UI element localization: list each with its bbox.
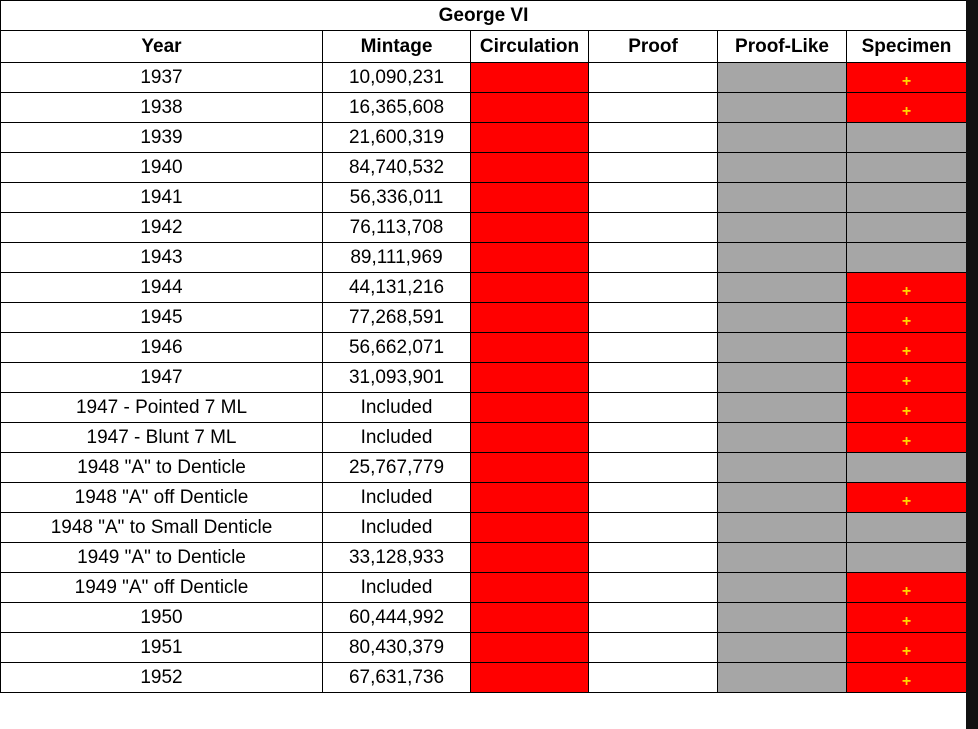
cell-year: 1949 "A" to Denticle bbox=[1, 543, 323, 573]
cell-specimen bbox=[847, 183, 967, 213]
plus-marker-icon: + bbox=[901, 492, 912, 510]
plus-marker-icon: + bbox=[901, 372, 912, 390]
cell-specimen bbox=[847, 603, 967, 633]
cell-mintage: 76,113,708 bbox=[323, 213, 471, 243]
cell-mintage: 84,740,532 bbox=[323, 153, 471, 183]
plus-marker-icon: + bbox=[901, 582, 912, 600]
cell-year: 1947 - Pointed 7 ML bbox=[1, 393, 323, 423]
cell-specimen bbox=[847, 333, 967, 363]
cell-proof bbox=[589, 303, 718, 333]
cell-circulation bbox=[471, 273, 589, 303]
cell-year: 1942 bbox=[1, 213, 323, 243]
cell-circulation bbox=[471, 513, 589, 543]
table-row bbox=[1, 93, 967, 123]
cell-year: 1952 bbox=[1, 663, 323, 693]
cell-proof bbox=[589, 123, 718, 153]
cell-proof bbox=[589, 153, 718, 183]
cell-mintage: 60,444,992 bbox=[323, 603, 471, 633]
table-row bbox=[1, 663, 967, 693]
cell-proof-like bbox=[718, 573, 847, 603]
cell-proof bbox=[589, 453, 718, 483]
cell-circulation bbox=[471, 423, 589, 453]
table-row bbox=[1, 543, 967, 573]
plus-marker-icon: + bbox=[901, 282, 912, 300]
cell-specimen bbox=[847, 453, 967, 483]
cell-specimen bbox=[847, 213, 967, 243]
cell-mintage: 44,131,216 bbox=[323, 273, 471, 303]
cell-mintage: 10,090,231 bbox=[323, 63, 471, 93]
table-row bbox=[1, 123, 967, 153]
cell-circulation bbox=[471, 333, 589, 363]
cell-proof bbox=[589, 573, 718, 603]
cell-circulation bbox=[471, 483, 589, 513]
cell-proof-like bbox=[718, 453, 847, 483]
plus-marker-icon: + bbox=[901, 102, 912, 120]
cell-specimen bbox=[847, 243, 967, 273]
cell-mintage: 56,662,071 bbox=[323, 333, 471, 363]
window-edge bbox=[966, 0, 978, 729]
cell-specimen bbox=[847, 663, 967, 693]
cell-specimen bbox=[847, 543, 967, 573]
cell-year: 1948 "A" off Denticle bbox=[1, 483, 323, 513]
cell-specimen bbox=[847, 633, 967, 663]
cell-proof-like bbox=[718, 273, 847, 303]
cell-proof bbox=[589, 633, 718, 663]
table-row bbox=[1, 423, 967, 453]
cell-proof-like bbox=[718, 333, 847, 363]
cell-mintage: 16,365,608 bbox=[323, 93, 471, 123]
plus-marker-icon: + bbox=[901, 402, 912, 420]
cell-specimen bbox=[847, 63, 967, 93]
cell-year: 1947 bbox=[1, 363, 323, 393]
cell-specimen bbox=[847, 123, 967, 153]
cell-mintage: 21,600,319 bbox=[323, 123, 471, 153]
header-mintage: Mintage bbox=[323, 31, 471, 63]
plus-marker-icon: + bbox=[901, 612, 912, 630]
cell-mintage: 89,111,969 bbox=[323, 243, 471, 273]
table-row bbox=[1, 303, 967, 333]
table-row bbox=[1, 363, 967, 393]
cell-specimen bbox=[847, 303, 967, 333]
plus-marker-icon: + bbox=[901, 342, 912, 360]
cell-proof-like bbox=[718, 603, 847, 633]
cell-mintage: 80,430,379 bbox=[323, 633, 471, 663]
cell-proof-like bbox=[718, 153, 847, 183]
cell-mintage: Included bbox=[323, 573, 471, 603]
cell-proof-like bbox=[718, 63, 847, 93]
cell-year: 1948 "A" to Small Denticle bbox=[1, 513, 323, 543]
cell-proof bbox=[589, 423, 718, 453]
cell-specimen bbox=[847, 93, 967, 123]
cell-proof-like bbox=[718, 543, 847, 573]
table-row bbox=[1, 573, 967, 603]
plus-marker-icon: + bbox=[901, 432, 912, 450]
cell-proof bbox=[589, 603, 718, 633]
cell-proof-like bbox=[718, 303, 847, 333]
cell-mintage: 25,767,779 bbox=[323, 453, 471, 483]
table-title-row bbox=[1, 1, 967, 31]
cell-year: 1947 - Blunt 7 ML bbox=[1, 423, 323, 453]
cell-year: 1940 bbox=[1, 153, 323, 183]
table-row bbox=[1, 483, 967, 513]
cell-year: 1941 bbox=[1, 183, 323, 213]
cell-proof bbox=[589, 393, 718, 423]
cell-mintage: Included bbox=[323, 513, 471, 543]
cell-specimen bbox=[847, 393, 967, 423]
cell-proof-like bbox=[718, 633, 847, 663]
cell-circulation bbox=[471, 183, 589, 213]
cell-proof bbox=[589, 363, 718, 393]
cell-circulation bbox=[471, 543, 589, 573]
table-row bbox=[1, 273, 967, 303]
table-title: George VI bbox=[1, 1, 967, 31]
cell-proof bbox=[589, 93, 718, 123]
cell-circulation bbox=[471, 663, 589, 693]
cell-specimen bbox=[847, 363, 967, 393]
table-row bbox=[1, 393, 967, 423]
cell-proof bbox=[589, 663, 718, 693]
table-row bbox=[1, 213, 967, 243]
cell-mintage: 56,336,011 bbox=[323, 183, 471, 213]
table-row bbox=[1, 513, 967, 543]
cell-proof bbox=[589, 63, 718, 93]
cell-mintage: 77,268,591 bbox=[323, 303, 471, 333]
table-row bbox=[1, 153, 967, 183]
cell-circulation bbox=[471, 243, 589, 273]
cell-proof-like bbox=[718, 663, 847, 693]
table-row bbox=[1, 63, 967, 93]
cell-year: 1951 bbox=[1, 633, 323, 663]
cell-circulation bbox=[471, 603, 589, 633]
cell-circulation bbox=[471, 303, 589, 333]
header-proof-like: Proof-Like bbox=[718, 31, 847, 63]
cell-circulation bbox=[471, 453, 589, 483]
table-row bbox=[1, 453, 967, 483]
cell-proof-like bbox=[718, 363, 847, 393]
cell-mintage: Included bbox=[323, 393, 471, 423]
table-row bbox=[1, 603, 967, 633]
table-header-row bbox=[1, 31, 967, 63]
cell-mintage: Included bbox=[323, 483, 471, 513]
cell-proof bbox=[589, 513, 718, 543]
plus-marker-icon: + bbox=[901, 642, 912, 660]
cell-year: 1937 bbox=[1, 63, 323, 93]
cell-circulation bbox=[471, 633, 589, 663]
cell-specimen bbox=[847, 273, 967, 303]
table-row bbox=[1, 633, 967, 663]
cell-circulation bbox=[471, 393, 589, 423]
cell-specimen bbox=[847, 573, 967, 603]
cell-proof-like bbox=[718, 423, 847, 453]
cell-circulation bbox=[471, 63, 589, 93]
cell-proof bbox=[589, 243, 718, 273]
cell-proof bbox=[589, 333, 718, 363]
cell-proof bbox=[589, 483, 718, 513]
cell-year: 1938 bbox=[1, 93, 323, 123]
cell-proof-like bbox=[718, 513, 847, 543]
cell-circulation bbox=[471, 153, 589, 183]
cell-year: 1945 bbox=[1, 303, 323, 333]
cell-year: 1949 "A" off Denticle bbox=[1, 573, 323, 603]
plus-marker-icon: + bbox=[901, 312, 912, 330]
cell-mintage: 33,128,933 bbox=[323, 543, 471, 573]
cell-proof bbox=[589, 213, 718, 243]
plus-marker-icon: + bbox=[901, 672, 912, 690]
cell-circulation bbox=[471, 93, 589, 123]
table-row bbox=[1, 333, 967, 363]
cell-specimen bbox=[847, 483, 967, 513]
header-proof: Proof bbox=[589, 31, 718, 63]
cell-proof-like bbox=[718, 213, 847, 243]
cell-year: 1939 bbox=[1, 123, 323, 153]
cell-mintage: 31,093,901 bbox=[323, 363, 471, 393]
cell-circulation bbox=[471, 123, 589, 153]
table-row bbox=[1, 243, 967, 273]
cell-year: 1944 bbox=[1, 273, 323, 303]
cell-proof-like bbox=[718, 243, 847, 273]
table-body bbox=[1, 63, 967, 693]
cell-mintage: Included bbox=[323, 423, 471, 453]
cell-proof-like bbox=[718, 123, 847, 153]
header-specimen: Specimen bbox=[847, 31, 967, 63]
cell-proof bbox=[589, 543, 718, 573]
cell-year: 1948 "A" to Denticle bbox=[1, 453, 323, 483]
cell-proof-like bbox=[718, 183, 847, 213]
cell-specimen bbox=[847, 423, 967, 453]
cell-proof bbox=[589, 183, 718, 213]
cell-proof-like bbox=[718, 93, 847, 123]
cell-mintage: 67,631,736 bbox=[323, 663, 471, 693]
cell-circulation bbox=[471, 573, 589, 603]
cell-specimen bbox=[847, 513, 967, 543]
cell-year: 1950 bbox=[1, 603, 323, 633]
cell-proof bbox=[589, 273, 718, 303]
cell-circulation bbox=[471, 363, 589, 393]
cell-specimen bbox=[847, 153, 967, 183]
cell-year: 1946 bbox=[1, 333, 323, 363]
header-year: Year bbox=[1, 31, 323, 63]
cell-proof-like bbox=[718, 483, 847, 513]
cell-circulation bbox=[471, 213, 589, 243]
cell-proof-like bbox=[718, 393, 847, 423]
cell-year: 1943 bbox=[1, 243, 323, 273]
table-row bbox=[1, 183, 967, 213]
plus-marker-icon: + bbox=[901, 72, 912, 90]
header-circulation: Circulation bbox=[471, 31, 589, 63]
